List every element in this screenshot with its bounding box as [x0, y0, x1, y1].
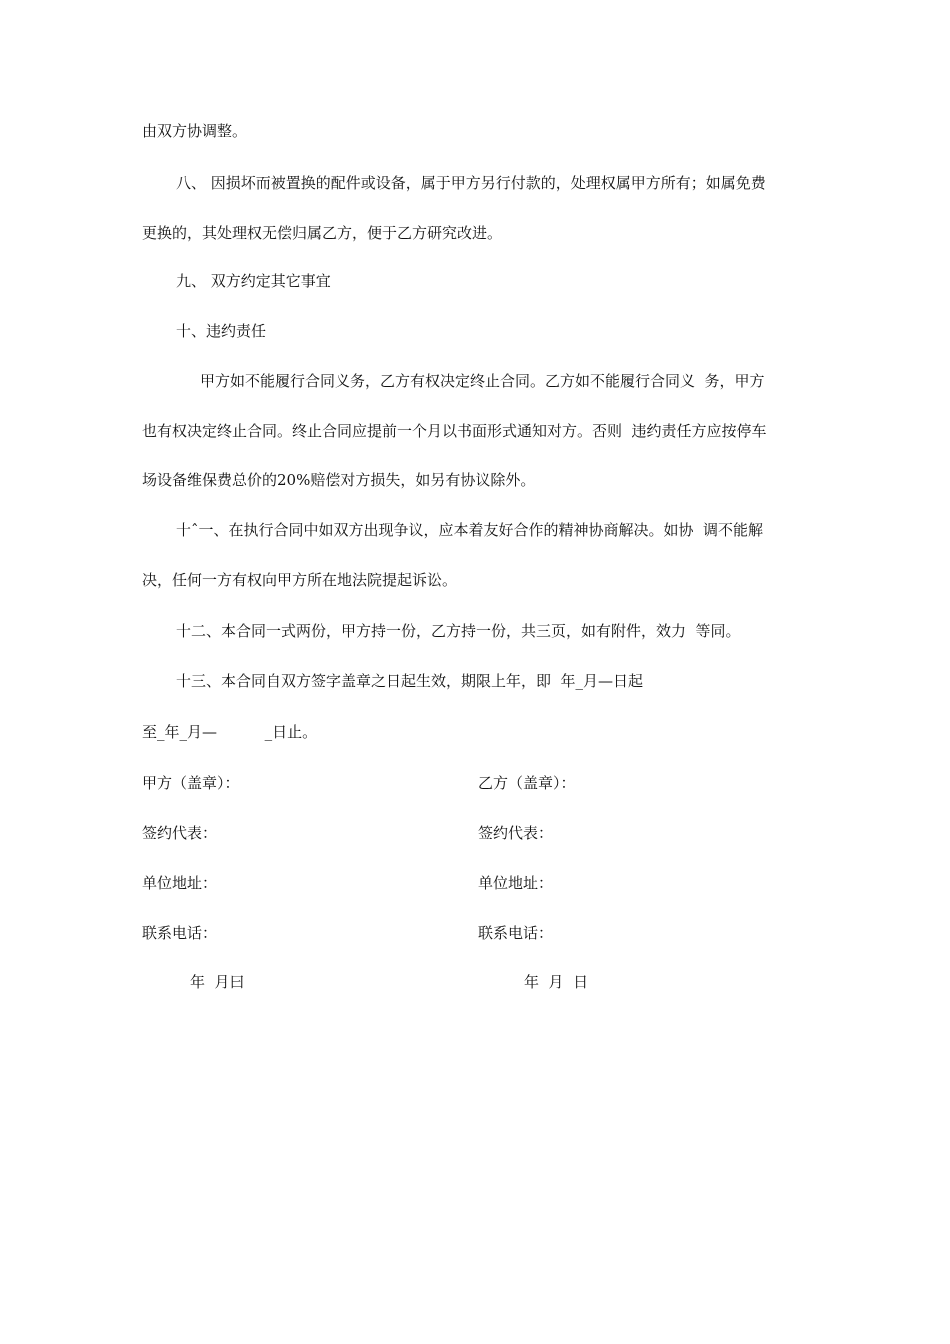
party-a-address: 单位地址：	[142, 874, 218, 892]
clause-9-heading: 九、 双方约定其它事宜	[176, 272, 331, 290]
clause-10-heading: 十、违约责任	[176, 322, 267, 340]
party-a-representative: 签约代表：	[142, 824, 218, 842]
clause-8-line-1: 八、 因损坏而被置换的配件或设备，属于甲方另行付款的，处理权属甲方所有；如属免费	[176, 174, 766, 192]
clause-13-line-2: 至_年_月— _日止。	[142, 723, 318, 741]
party-b-address: 单位地址：	[478, 874, 554, 892]
party-b-seal: 乙方（盖章）：	[478, 774, 576, 792]
clause-10-line-2: 也有权决定终止合同。终止合同应提前一个月以书面形式通知对方。否则 违约责任方应按停车	[142, 422, 767, 440]
clause-13-line-1: 十三、本合同自双方签字盖章之日起生效，期限上年，即 年_月—日起	[176, 672, 644, 690]
party-b-phone: 联系电话：	[478, 924, 554, 942]
clause-8-line-2: 更换的，其处理权无偿归属乙方，便于乙方研究改进。	[142, 224, 503, 242]
clause-10-line-3: 场设备维保费总价的20%赔偿对方损失，如另有协议除外。	[142, 471, 536, 489]
party-a-date: 年 月曰	[190, 973, 245, 991]
party-a-seal: 甲方（盖章）：	[142, 774, 240, 792]
clause-10-line-1: 甲方如不能履行合同义务，乙方有权决定终止合同。乙方如不能履行合同义 务，甲方	[200, 372, 765, 390]
party-a-phone: 联系电话：	[142, 924, 218, 942]
clause-12-line: 十二、本合同一式两份，甲方持一份，乙方持一份，共三页，如有附件，效力 等同。	[176, 622, 741, 640]
clause-11-line-1: 十ˆ一、在执行合同中如双方出现争议，应本着友好合作的精神协商解决。如协 调不能解	[176, 521, 764, 539]
paragraph-line: 由双方协调整。	[142, 122, 248, 140]
party-b-representative: 签约代表：	[478, 824, 554, 842]
party-b-date: 年 月 日	[524, 973, 589, 991]
clause-11-line-2: 决，任何一方有权向甲方所在地法院提起诉讼。	[142, 571, 458, 589]
